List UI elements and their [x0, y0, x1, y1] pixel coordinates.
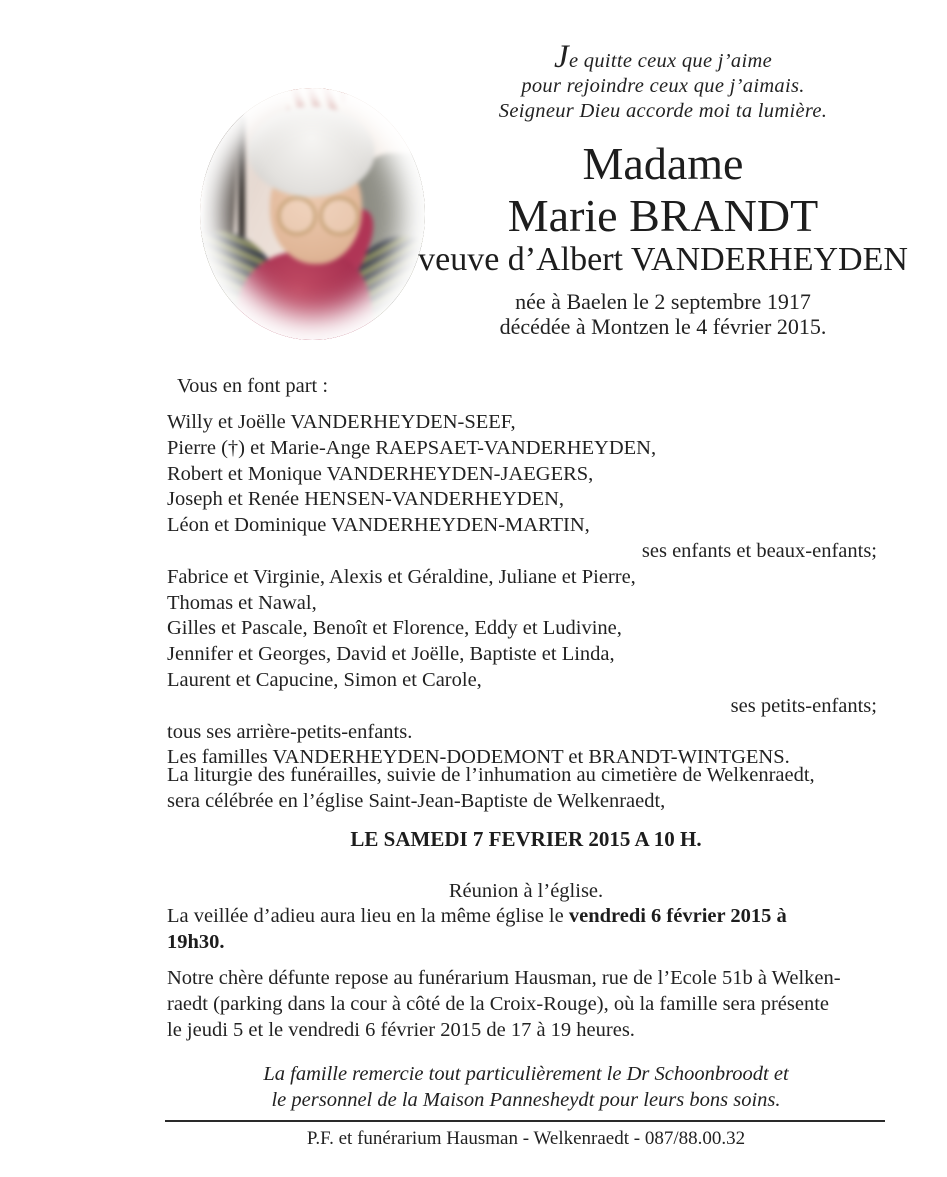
grandchildren-label: ses petits-enfants;: [730, 694, 877, 717]
child-line: Pierre (†) et Marie-Ange RAEPSAET-VANDERHEYDEN,: [167, 436, 657, 459]
epigraph-line-2: pour rejoindre ceux que j’aimais.: [521, 75, 805, 97]
thanks-line-1: La famille remercie tout particulièrement le Dr Schoonbroodt et: [263, 1063, 789, 1085]
repose-line-3: le jeudi 5 et le vendredi 6 février 2015 de 17 à 19 heures.: [167, 1019, 635, 1041]
vigil-paragraph: [167, 904, 927, 955]
vigil-line-1: [167, 904, 927, 930]
announcement-intro: Vous en font part :: [177, 375, 329, 397]
liturgy-paragraph: [167, 762, 927, 814]
grandchild-line: Jennifer et Georges, David et Joëlle, Baptiste et Linda,: [167, 643, 615, 666]
repose-line-2: raedt (parking dans la cour à côté de la Croix-Rouge), où la famille sera présente: [167, 993, 829, 1015]
death-line: décédée à Montzen le 4 février 2015.: [499, 314, 827, 339]
epigraph-initial: J: [554, 39, 569, 75]
ceremony-date-line: LE SAMEDI 7 FEVRIER 2015 A 10 H.: [350, 827, 702, 851]
families-line: Les familles VANDERHEYDEN-DODEMONT et BRANDT-WINTGENS.: [167, 746, 790, 769]
epigraph: [380, 39, 946, 124]
vigil-line-1-normal: La veillée d’adieu aura lieu en la même église le: [167, 905, 569, 927]
vigil-line-2: [167, 930, 927, 956]
grandchild-line: Fabrice et Virginie, Alexis et Géraldine, Juliane et Pierre,: [167, 565, 636, 588]
liturgy-line-2: sera célébrée en l’église Saint-Jean-Baptiste de Welkenraedt,: [167, 790, 666, 812]
funeral-home-footer: P.F. et funérarium Hausman - Welkenraedt - 087/88.00.32: [306, 1128, 746, 1149]
epigraph-line-1: [380, 39, 946, 75]
repose-line-1: Notre chère défunte repose au funérarium Hausman, rue de l’Ecole 51b à Welken-: [167, 967, 841, 989]
deceased-name: Marie BRANDT: [507, 190, 819, 241]
church-meeting-line: Réunion à l’église.: [448, 880, 604, 902]
children-label: ses enfants et beaux-enfants;: [641, 539, 877, 562]
great-grandchildren-line: tous ses arrière-petits-enfants.: [167, 720, 413, 743]
family-list: [167, 410, 877, 771]
thanks-line-2: le personnel de la Maison Pannesheydt pour leurs bons soins.: [271, 1088, 781, 1111]
grandchild-line: Thomas et Nawal,: [167, 591, 317, 614]
repose-paragraph: [167, 965, 937, 1043]
vigil-line-2-bold: 19h30.: [167, 930, 225, 953]
thanks-paragraph: [167, 1062, 885, 1113]
child-line: Léon et Dominique VANDERHEYDEN-MARTIN,: [167, 514, 590, 537]
liturgy-line-1: La liturgie des funérailles, suivie de l’inhumation au cimetière de Welkenraedt,: [167, 764, 815, 786]
vigil-line-1-bold: vendredi 6 février 2015 à: [568, 905, 787, 927]
child-line: Joseph et Renée HENSEN-VANDERHEYDEN,: [167, 488, 565, 511]
deceased-title: Madame: [582, 138, 744, 189]
grandchild-line: Gilles et Pascale, Benoît et Florence, Eddy et Ludivine,: [167, 617, 622, 640]
epigraph-line-1-rest: e quitte ceux que j’aime: [568, 50, 772, 72]
birth-death-block: [380, 289, 946, 339]
child-line: Robert et Monique VANDERHEYDEN-JAEGERS,: [167, 462, 594, 485]
footer-divider: [165, 1120, 885, 1122]
epigraph-line-3: Seigneur Dieu accorde moi ta lumière.: [498, 100, 828, 122]
birth-line: née à Baelen le 2 septembre 1917: [515, 289, 811, 314]
child-line: Willy et Joëlle VANDERHEYDEN-SEEF,: [167, 411, 516, 433]
deceased-widow-line: veuve d’Albert VANDERHEYDEN: [418, 241, 908, 278]
grandchild-line: Laurent et Capucine, Simon et Carole,: [167, 668, 482, 691]
